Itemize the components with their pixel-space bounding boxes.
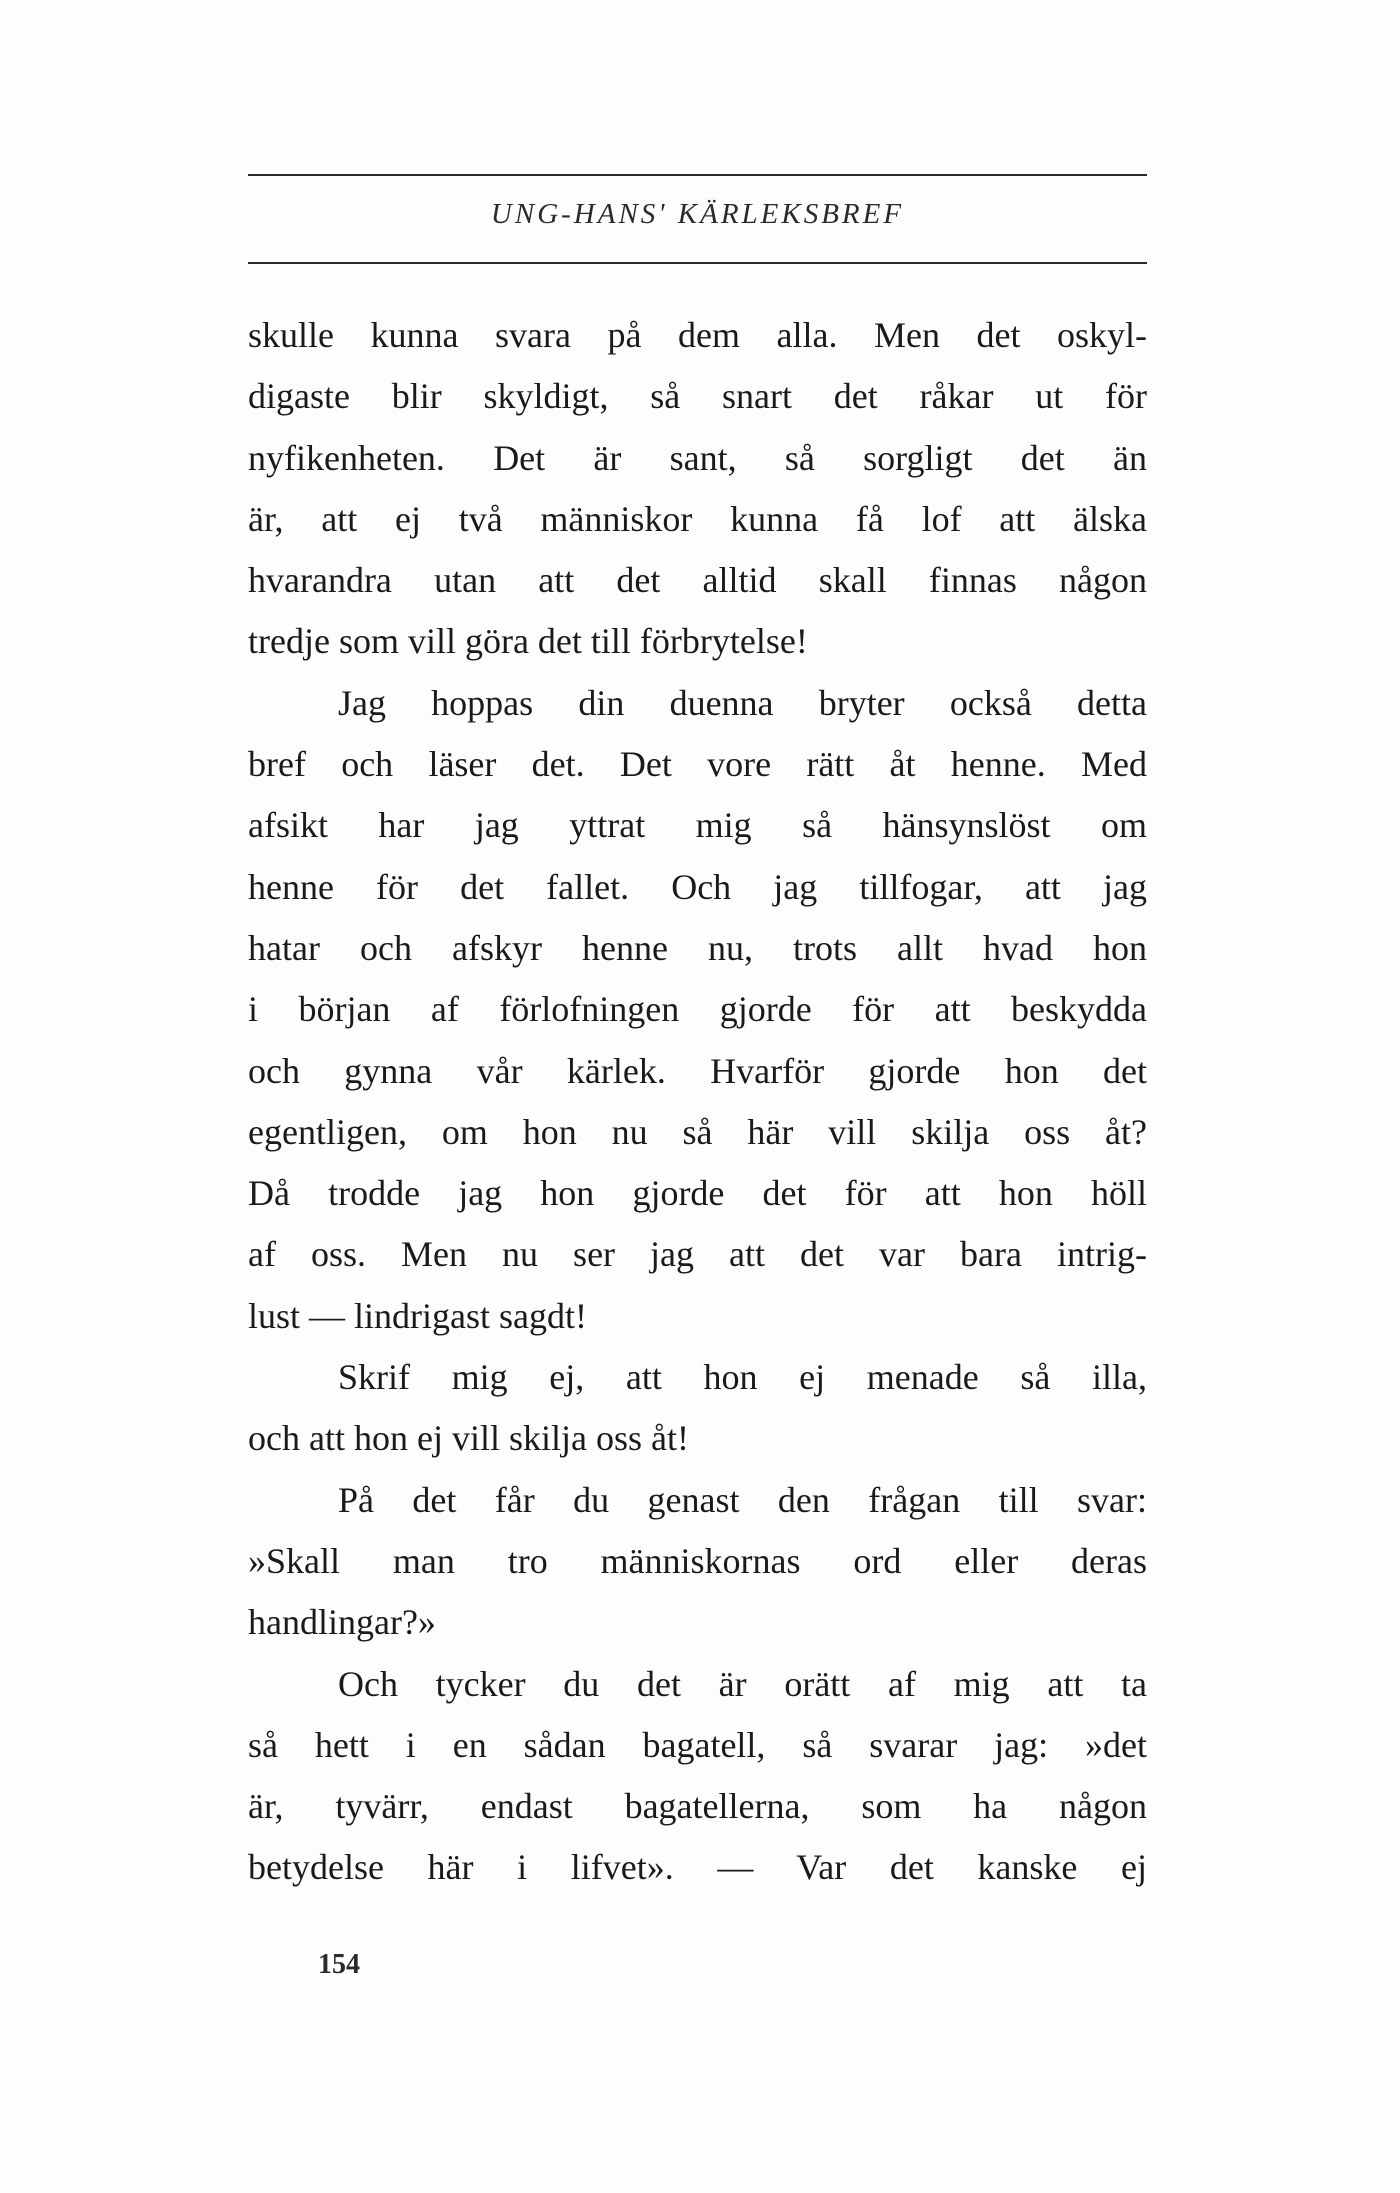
text-line: Jag hoppas din duenna bryter också detta xyxy=(338,682,1147,723)
text-line: Och tycker du det är orätt af mig att ta xyxy=(338,1663,1147,1704)
text-line: hatar och afskyr henne nu, trots allt hvad hon xyxy=(248,927,1147,968)
text-line: skulle kunna svara på dem alla. Men det oskyl- xyxy=(248,315,1147,355)
text-line: är, tyvärr, endast bagatellerna, som ha någon xyxy=(248,1786,1147,1827)
header-rule-top xyxy=(248,174,1147,176)
text-line: hvarandra utan att det alltid skall finnas någon xyxy=(248,560,1147,601)
text-line: bref och läser det. Det vore rätt åt henne. Med xyxy=(248,744,1147,785)
text-line: och gynna vår kärlek. Hvarför gjorde hon det xyxy=(248,1050,1147,1091)
text-line: betydelse här i lifvet». — Var det kanske ej xyxy=(248,1847,1147,1888)
text-line: lust — lindrigast sagdt! xyxy=(248,1295,587,1336)
text-line: henne för det fallet. Och jag tillfogar, att jag xyxy=(248,866,1147,907)
text-line: »Skall man tro människornas ord eller deras xyxy=(248,1540,1147,1581)
text-line: nyfikenheten. Det är sant, så sorgligt det än xyxy=(248,437,1147,478)
text-line: tredje som vill göra det till förbrytelse! xyxy=(248,621,808,662)
text-line: digaste blir skyldigt, så snart det råkar ut för xyxy=(248,376,1147,417)
text-line: handlingar?» xyxy=(248,1602,436,1643)
running-head: UNG-HANS' KÄRLEKSBREF xyxy=(490,198,905,230)
text-line: så hett i en sådan bagatell, så svarar jag: »det xyxy=(248,1724,1147,1765)
text-line: afsikt har jag yttrat mig så hänsynslöst om xyxy=(248,805,1147,846)
header-rule-bottom xyxy=(248,262,1147,264)
page-number: 154 xyxy=(318,1949,360,1980)
text-line: egentligen, om hon nu så här vill skilja oss åt? xyxy=(248,1111,1147,1152)
text-line: På det får du genast den frågan till svar: xyxy=(338,1479,1147,1520)
text-line: i början af förlofningen gjorde för att beskydda xyxy=(248,989,1147,1030)
text-line: och att hon ej vill skilja oss åt! xyxy=(248,1418,689,1459)
text-line: Skrif mig ej, att hon ej menade så illa, xyxy=(338,1357,1147,1398)
text-line: Då trodde jag hon gjorde det för att hon höll xyxy=(248,1173,1147,1214)
body-text xyxy=(248,305,1147,1899)
text-line: af oss. Men nu ser jag att det var bara intrig- xyxy=(248,1234,1147,1275)
text-line: är, att ej två människor kunna få lof att älska xyxy=(248,498,1147,539)
